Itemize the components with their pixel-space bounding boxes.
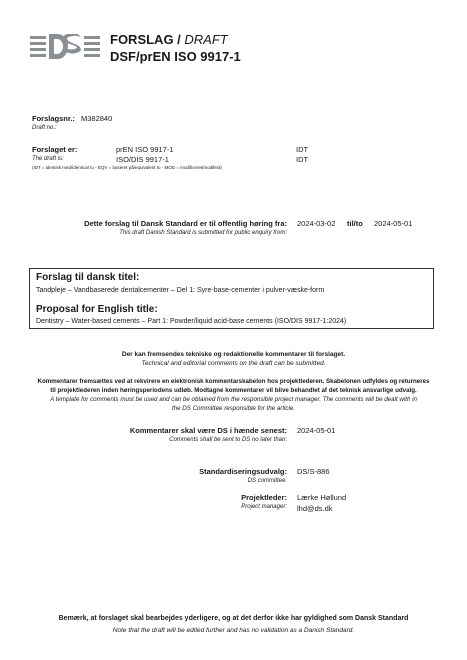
proposal-number-label: Forslagsnr.:: [32, 114, 75, 123]
ds-logo: [30, 34, 100, 62]
draft-is-row-2-rel: IDT: [296, 155, 309, 164]
comments-p2-it-2: the DS Committee responsible for the article.: [171, 405, 296, 412]
comments-p2-bold-1: Kommentarer fremsættes ved at rekvirere en elektronisk kommentarskabelon hos projektlederen. Skabelonen udfyldes og returneres: [37, 378, 430, 385]
danish-title-heading: Forslag til dansk titel:: [36, 272, 140, 283]
hearing-from: 2024-03-02: [297, 219, 336, 228]
doc-reference: DSF/prEN ISO 9917-1: [110, 49, 241, 64]
draft-is-row-2-name: ISO/DIS 9917-1: [116, 155, 169, 164]
draft-is-label: Forslaget er:: [32, 145, 78, 154]
footer-note-bold: Bemærk, at forslaget skal bearbejdes yderligere, og at det derfor ikke har gyldighed som Dansk Standard: [58, 615, 409, 622]
committee-label: Standardiseringsudvalg:: [199, 467, 287, 476]
committee-value: DS/S-886: [297, 467, 330, 476]
english-title: Dentistry – Water-based cements – Part 1: Powder/liquid acid-base cements (ISO/DIS 9917-1:2024): [36, 318, 347, 325]
hearing-label: Dette forslag til Dansk Standard er til offentlig høring fra:: [84, 219, 287, 228]
english-title-heading: Proposal for English title:: [36, 304, 158, 315]
relation-legend: (IDT = identisk med/identical to - EQV = baseret på/equivalent to - MOD = modificeret/modified): [32, 165, 222, 170]
comments-p2-it-1: A template for comments must be used and can be obtained from the responsible project manager. The comments will be dealt with in: [50, 396, 417, 403]
manager-name: Lærke Høllund: [297, 493, 347, 502]
manager-label: Projektleder:: [241, 493, 287, 502]
footer-note-it: Note that the draft will be edited further and has no validation as a Danish Standard.: [112, 627, 355, 634]
comments-p1-it: Technical and editorial comments on the draft can be submitted.: [141, 360, 326, 367]
title-forslag: FORSLAG / DRAFT: [110, 32, 228, 47]
deadline-sub: Comments shall be sent to DS no later than:: [169, 437, 287, 443]
comments-p1-bold: Der kan fremsendes tekniske og redaktionelle kommentarer til forslaget.: [121, 351, 346, 358]
deadline-label: Kommentarer skal være DS i hænde senest:: [129, 426, 287, 435]
hearing-to-label: til/to: [347, 219, 363, 228]
draft-is-row-1-rel: IDT: [296, 145, 309, 154]
proposal-number-value: M382840: [81, 114, 113, 123]
deadline-value: 2024-05-01: [297, 426, 336, 435]
hearing-sub: This draft Danish Standard is submitted for public enquiry from:: [119, 230, 287, 236]
proposal-number-sub: Draft no.:: [32, 125, 57, 131]
hearing-to: 2024-05-01: [374, 219, 413, 228]
committee-sub: DS committee:: [247, 478, 287, 484]
draft-is-row-1-name: prEN ISO 9917-1: [116, 145, 174, 154]
manager-email[interactable]: lhd@ds.dk: [297, 504, 333, 513]
manager-sub: Project manager:: [241, 504, 287, 510]
draft-is-sub: The draft is:: [32, 156, 64, 162]
comments-p2-bold-2: til projektlederen inden høringsperiodens udløb. Modtagne kommentarer vil blive behandlet af det teknisk ansvarlige udvalg.: [50, 387, 417, 394]
danish-title: Tandpleje – Vandbaserede dentalcementer – Del 1: Syre-base-cementer i pulver-væske-form: [36, 287, 325, 294]
